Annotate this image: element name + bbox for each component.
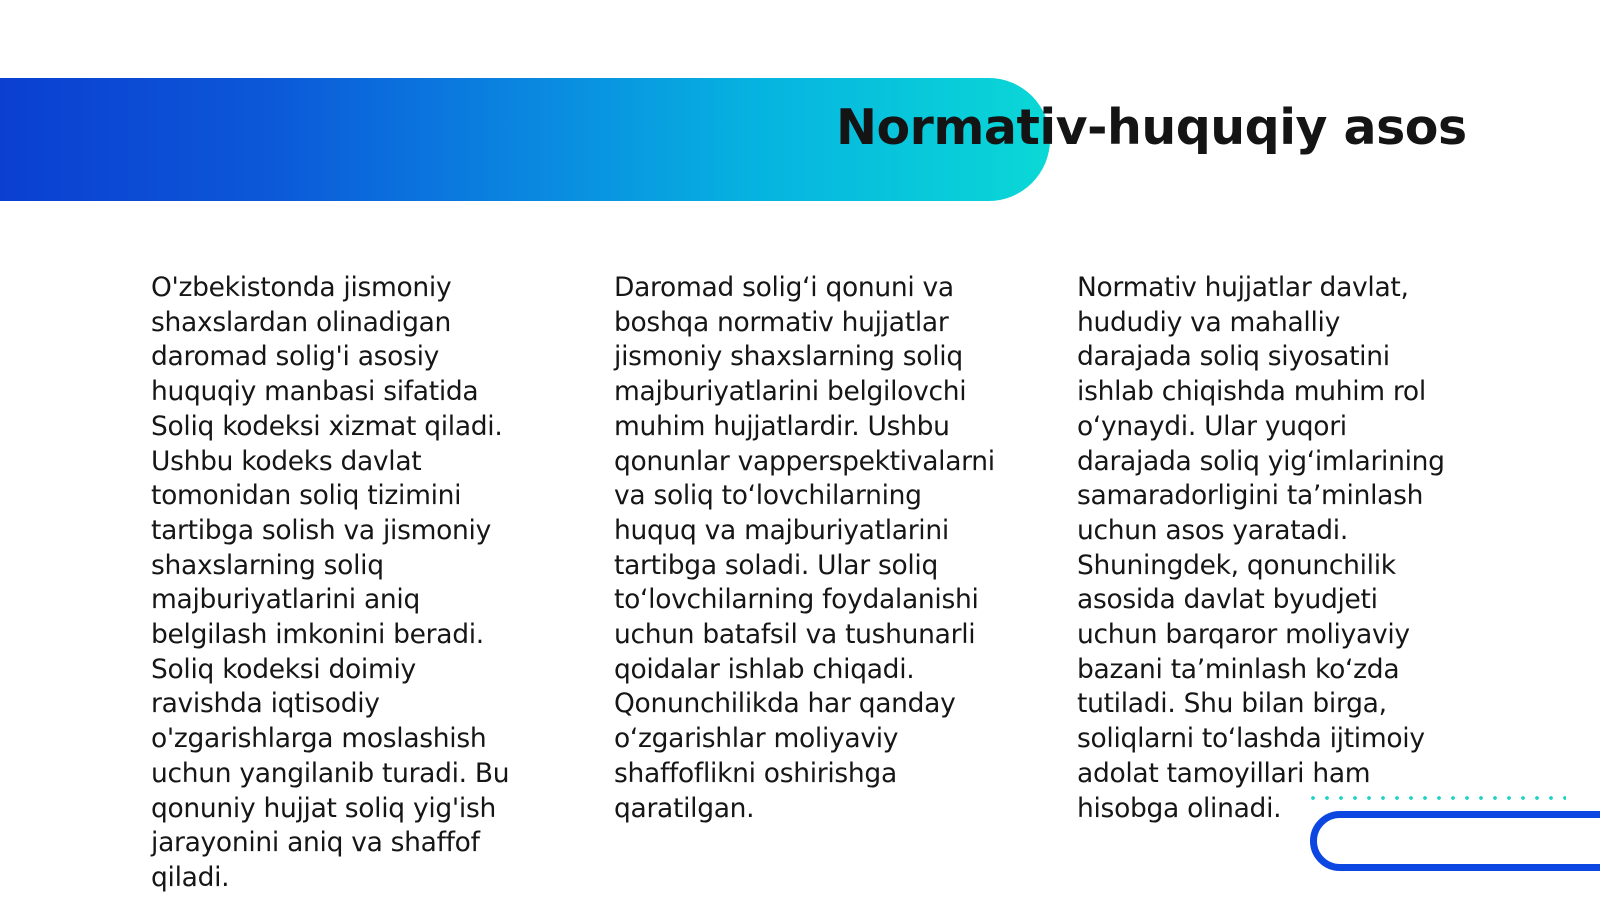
text-column-1: O'zbekistonda jismoniy shaxslardan olinadigan daromad solig'i asosiy huquqiy manbasi sifatida Soliq kodeksi xizmat qiladi. Ushbu kodeks davlat tomonidan soliq tizimini tartibga solish va jismoniy shaxslarning soliq majburiyatlarini aniq belgilash imkonini beradi. Soliq kodeksi doimiy ravishda iqtisodiy o'zgarishlarga moslashish uchun yangilanib turadi. Bu qonuniy hujjat soliq yig'ish jarayonini aniq va shaffof qiladi. — [151, 272, 510, 893]
text-column-3: Normativ hujjatlar davlat, hududiy va mahalliy darajada soliq siyosatini ishlab chiqishda muhim rol o‘ynaydi. Ular yuqori darajada soliq yig‘imlarining samaradorligini ta’minlash uchun asos yaratadi. Shuningdek, qonunchilik asosida davlat byudjeti uchun barqaror moliyaviy bazani ta’minlash ko‘zda tutiladi. Shu bilan birga, soliqlarni to‘lashda ijtimoiy adolat tamoyillari ham hisobga olinadi. — [1077, 272, 1445, 824]
decorative-dotted-line — [1306, 795, 1566, 801]
text-column-2: Daromad solig‘i qonuni va boshqa normativ hujjatlar jismoniy shaxslarning soliq majburiyatlarini belgilovchi muhim hujjatlardir. Ushbu qonunlar vapperspektivalarni va soliq to‘lovchilarning huquq va majburiyatlarini tartibga soladi. Ular soliq to‘lovchilarning foydalanishi uchun batafsil va tushunarli qoidalar ishlab chiqadi. Qonunchilikda har qanday o‘zgarishlar moliyaviy shaffoflikni oshirishga qaratilgan. — [614, 272, 995, 824]
decorative-pill-outline — [1310, 811, 1600, 871]
slide-title: Normativ-huquqiy asos — [836, 99, 1467, 156]
